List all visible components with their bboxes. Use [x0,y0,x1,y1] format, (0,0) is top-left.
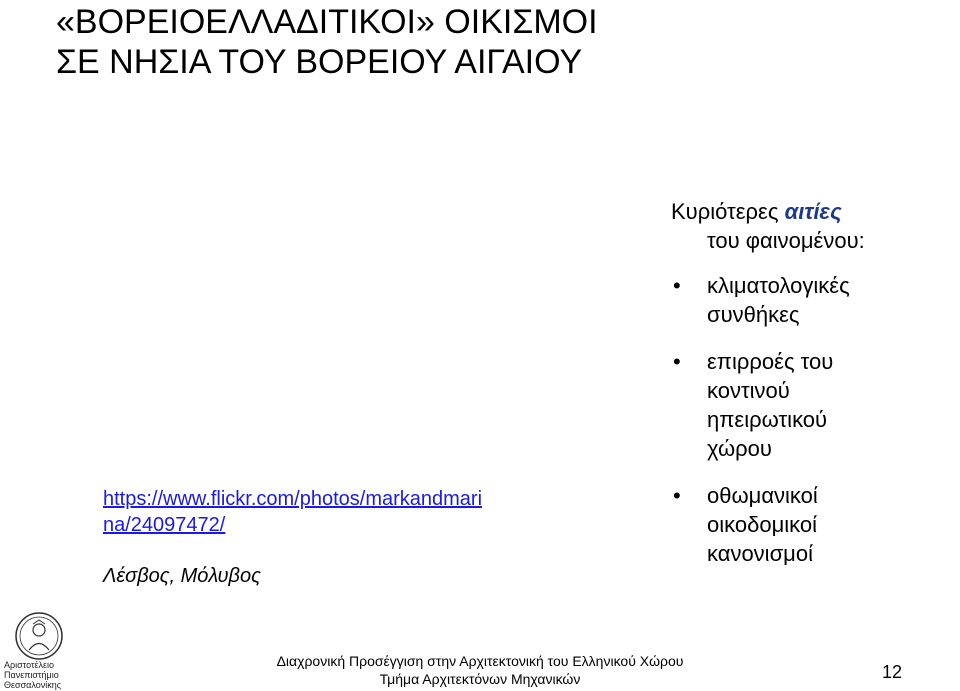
list-item [671,481,956,568]
university-name-line-2: Πανεπιστήμιο [4,670,59,680]
footer-course: Διαχρονική Προσέγγιση στην Αρχιτεκτονική του Ελληνικού Χώρου [276,653,684,669]
bullet-icon: • [673,273,681,298]
image-source-link[interactable] [103,486,573,538]
title-line-1: «ΒΟΡΕΙΟΕΛΛΑΔΙΤΙΚΟΙ» ΟΙΚΙΣΜΟΙ [56,3,598,41]
university-name-line-3: Θεσσαλονίκης [4,680,62,690]
list-item [671,271,956,329]
causes-panel [671,197,956,586]
causes-heading [671,197,956,255]
cause-list [671,271,956,568]
list-item-line: χώρου [707,436,772,461]
source-url-line-1: https://www.flickr.com/photos/markandmari [103,488,483,510]
list-item-line: επιρροές του [707,349,834,374]
causes-heading-prefix: Κυριότερες [671,199,785,224]
bullet-icon: • [673,483,681,508]
causes-heading-line-2: του φαινομένου: [707,228,865,253]
list-item-line: κανονισμοί [707,541,813,566]
photo-placeholder [100,120,570,480]
slide-title [56,2,598,82]
list-item-line: οθωμανικοί [707,483,818,508]
list-item-line: οικοδομικοί [707,512,817,537]
image-caption: Λέσβος, Μόλυβος [103,565,261,587]
page-number: 12 [882,662,903,682]
list-item-line: ηπειρωτικού [707,407,828,432]
footer-text [0,652,960,688]
title-line-2: ΣΕ ΝΗΣΙΑ ΤΟΥ ΒΟΡΕΙΟΥ ΑΙΓΑΙΟΥ [56,43,583,81]
list-item-line: συνθήκες [707,302,800,327]
source-url-line-2: na/24097472/ [103,514,226,536]
university-name-line-1: Αριστοτέλειο [4,660,55,670]
bullet-icon: • [673,349,681,374]
list-item-line: κοντινού [707,378,790,403]
causes-heading-emphasis: αιτίες [784,199,842,224]
list-item [671,347,956,463]
footer-department: Τμήμα Αρχιτεκτόνων Μηχανικών [379,671,581,687]
list-item-line: κλιματολογικές [707,273,850,298]
